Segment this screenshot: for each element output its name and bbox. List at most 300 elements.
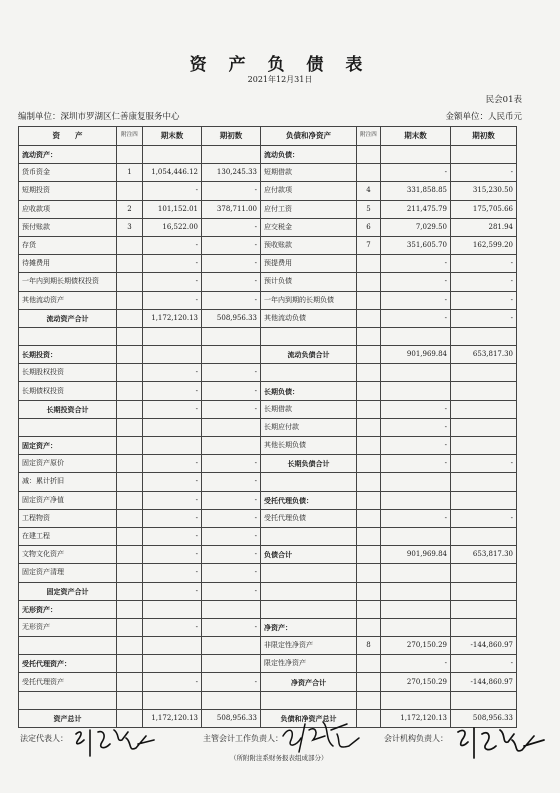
asset-note [117,491,143,509]
asset-begin-balance: - [202,400,261,418]
liability-begin-balance: -144,860.97 [451,637,517,655]
liability-note [357,618,381,636]
asset-item: 固定资产： [19,437,117,455]
asset-note [117,400,143,418]
liability-end-balance [381,582,451,600]
asset-item: 固定资产清理 [19,564,117,582]
liability-note [357,309,381,327]
liability-end-balance [381,600,451,618]
legal-rep-signature [70,722,160,762]
liability-note [357,455,381,473]
liability-end-balance: - [381,437,451,455]
asset-item [19,691,117,709]
liability-item: 长期借款 [261,400,357,418]
liability-item: 预计负债 [261,273,357,291]
liability-end-balance: - [381,255,451,273]
page-title: 资 产 负 债 表 [189,55,371,75]
asset-begin-balance: - [202,382,261,400]
liability-end-balance: - [381,273,451,291]
asset-item: 受托代理资产： [19,655,117,673]
table-row [19,418,517,436]
liability-end-balance [381,564,451,582]
asset-item: 预付账款 [19,218,117,236]
asset-begin-balance: - [202,473,261,491]
asset-end-balance [143,327,202,345]
table-row [19,437,517,455]
table-row [19,509,517,527]
asset-note: 3 [117,218,143,236]
liability-note [357,673,381,691]
liability-begin-balance [451,382,517,400]
liability-begin-balance [451,491,517,509]
accounting-org-head-label: 会计机构负责人： [384,734,448,743]
liability-note [357,473,381,491]
liability-item: 长期应付款 [261,418,357,436]
asset-end-balance [143,437,202,455]
liability-item: 其他长期负债 [261,437,357,455]
liability-begin-balance: 315,230.50 [451,182,517,200]
liability-item: 预收账款 [261,236,357,254]
asset-begin-balance [202,437,261,455]
liability-begin-balance [451,582,517,600]
liability-end-balance: 901,969.84 [381,346,451,364]
liability-item: 受托代理负债 [261,509,357,527]
table-row [19,400,517,418]
liability-note [357,146,381,164]
asset-end-balance [143,655,202,673]
asset-end-balance: - [143,618,202,636]
balance-sheet-table [18,126,517,728]
asset-item: 长期投资： [19,346,117,364]
asset-item: 流动资产： [19,146,117,164]
asset-begin-balance: - [202,455,261,473]
asset-item: 长期投资合计 [19,400,117,418]
table-row [19,255,517,273]
header-end-balance-right: 期末数 [381,127,451,146]
table-row [19,382,517,400]
header-end-balance-left: 期末数 [143,127,202,146]
liability-end-balance [381,618,451,636]
header-begin-balance-right: 期初数 [451,127,517,146]
asset-end-balance: - [143,509,202,527]
asset-begin-balance: 508,956.33 [202,309,261,327]
asset-end-balance: - [143,382,202,400]
liability-note [357,691,381,709]
asset-item: 存货 [19,236,117,254]
asset-end-balance [143,418,202,436]
liability-note [357,655,381,673]
currency-unit: 金额单位：人民币元 [445,112,522,122]
asset-end-balance: - [143,491,202,509]
accounting-head-label: 主管会计工作负责人： [203,734,283,743]
asset-begin-balance: - [202,236,261,254]
liability-note [357,255,381,273]
asset-end-balance [143,637,202,655]
asset-note [117,236,143,254]
liability-begin-balance: 653,817.30 [451,546,517,564]
liability-begin-balance: 653,817.30 [451,346,517,364]
liability-note [357,346,381,364]
asset-begin-balance [202,637,261,655]
liability-begin-balance: 175,705.66 [451,200,517,218]
header-begin-balance-left: 期初数 [202,127,261,146]
asset-end-balance [143,600,202,618]
liability-begin-balance [451,327,517,345]
liability-item [261,691,357,709]
asset-end-balance: - [143,527,202,545]
asset-note [117,255,143,273]
preparing-unit: 编制单位：深圳市罗湖区仁善康复服务中心 [18,112,180,122]
asset-note: 2 [117,200,143,218]
liability-begin-balance: - [451,255,517,273]
table-row [19,673,517,691]
asset-item [19,418,117,436]
liability-begin-balance: - [451,164,517,182]
asset-begin-balance: - [202,564,261,582]
asset-item: 固定资产净值 [19,491,117,509]
liability-end-balance: 7,029.50 [381,218,451,236]
liability-item: 一年内到期的长期负债 [261,291,357,309]
table-row [19,146,517,164]
asset-note: 1 [117,164,143,182]
asset-note [117,327,143,345]
asset-note [117,673,143,691]
asset-item: 固定资产合计 [19,582,117,600]
table-row [19,182,517,200]
asset-end-balance: 101,152.01 [143,200,202,218]
asset-note [117,600,143,618]
table-row [19,291,517,309]
liability-end-balance: 1,172,120.13 [381,709,451,727]
liability-item: 应付工资 [261,200,357,218]
asset-end-balance [143,146,202,164]
asset-item: 文物文化资产 [19,546,117,564]
asset-item: 待摊费用 [19,255,117,273]
liability-note [357,273,381,291]
asset-note [117,273,143,291]
asset-note [117,655,143,673]
asset-end-balance: - [143,455,202,473]
liability-item: 受托代理负债： [261,491,357,509]
asset-note [117,146,143,164]
liability-end-balance: - [381,455,451,473]
asset-item: 一年内到期长期债权投资 [19,273,117,291]
liability-end-balance: - [381,309,451,327]
asset-item [19,327,117,345]
table-row [19,600,517,618]
asset-item: 长期债权投资 [19,382,117,400]
liability-end-balance: - [381,509,451,527]
asset-item: 受托代理资产 [19,673,117,691]
liability-note [357,400,381,418]
asset-item: 短期投资 [19,182,117,200]
asset-item: 无形资产 [19,618,117,636]
asset-end-balance: - [143,564,202,582]
asset-note [117,527,143,545]
liability-begin-balance: 281.94 [451,218,517,236]
liability-begin-balance: - [451,291,517,309]
liability-note [357,491,381,509]
asset-begin-balance [202,146,261,164]
asset-begin-balance: - [202,618,261,636]
liability-end-balance [381,327,451,345]
liability-end-balance [381,527,451,545]
liability-note [357,564,381,582]
liability-item: 长期负债合计 [261,455,357,473]
asset-note [117,382,143,400]
asset-note [117,437,143,455]
liability-note [357,327,381,345]
asset-end-balance: - [143,400,202,418]
asset-end-balance: - [143,364,202,382]
table-row [19,618,517,636]
asset-begin-balance: - [202,527,261,545]
asset-begin-balance: 508,956.33 [202,709,261,727]
table-row [19,346,517,364]
asset-item: 在建工程 [19,527,117,545]
asset-begin-balance [202,691,261,709]
liability-item: 负债和净资产总计 [261,709,357,727]
liability-item [261,564,357,582]
liability-item [261,600,357,618]
asset-end-balance: - [143,182,202,200]
asset-end-balance [143,346,202,364]
liability-end-balance: - [381,164,451,182]
table-row [19,273,517,291]
asset-begin-balance: - [202,491,261,509]
asset-begin-balance [202,655,261,673]
asset-end-balance: - [143,473,202,491]
asset-begin-balance: - [202,273,261,291]
asset-note [117,582,143,600]
asset-begin-balance: - [202,364,261,382]
asset-end-balance: - [143,291,202,309]
asset-item: 长期股权投资 [19,364,117,382]
header-note-right: 附注四 [357,127,381,146]
asset-note [117,364,143,382]
table-row [19,527,517,545]
table-row [19,491,517,509]
liability-begin-balance [451,527,517,545]
liability-begin-balance: - [451,655,517,673]
asset-item: 无形资产： [19,600,117,618]
asset-note [117,418,143,436]
liability-begin-balance: - [451,455,517,473]
liability-begin-balance: - [451,509,517,527]
liability-note: 4 [357,182,381,200]
liability-item: 流动负债： [261,146,357,164]
asset-begin-balance: - [202,509,261,527]
liability-note [357,527,381,545]
asset-begin-balance: - [202,546,261,564]
header-assets: 资 产 [19,127,117,146]
table-row [19,473,517,491]
table-row [19,364,517,382]
liability-item [261,527,357,545]
liability-end-balance: 351,605.70 [381,236,451,254]
asset-begin-balance [202,327,261,345]
liability-begin-balance [451,691,517,709]
table-row [19,691,517,709]
liability-item [261,364,357,382]
accounting-head-signature [275,716,365,758]
liability-end-balance [381,473,451,491]
asset-item: 工程物资 [19,509,117,527]
asset-note [117,455,143,473]
liability-item [261,473,357,491]
table-row [19,327,517,345]
asset-note [117,637,143,655]
liability-end-balance [381,364,451,382]
asset-end-balance: - [143,255,202,273]
liability-item: 预提费用 [261,255,357,273]
asset-end-balance: 1,172,120.13 [143,309,202,327]
liability-end-balance: - [381,418,451,436]
table-header-row [19,127,517,146]
liability-end-balance [381,691,451,709]
liability-note [357,437,381,455]
asset-note [117,346,143,364]
liability-item: 应付款项 [261,182,357,200]
liability-begin-balance: - [451,309,517,327]
form-number: 民会01表 [485,95,522,105]
liability-item: 净资产： [261,618,357,636]
liability-begin-balance [451,364,517,382]
asset-end-balance: 16,522.00 [143,218,202,236]
liability-end-balance: 211,475.79 [381,200,451,218]
asset-end-balance [143,691,202,709]
liability-item: 流动负债合计 [261,346,357,364]
liability-note: 7 [357,236,381,254]
liability-item: 负债合计 [261,546,357,564]
liability-begin-balance [451,400,517,418]
liability-item: 应交税金 [261,218,357,236]
table-row [19,582,517,600]
liability-begin-balance: - [451,273,517,291]
liability-note [357,509,381,527]
asset-note [117,509,143,527]
table-row [19,236,517,254]
asset-note [117,546,143,564]
table-row [19,200,517,218]
liability-end-balance: - [381,655,451,673]
asset-begin-balance: - [202,582,261,600]
asset-begin-balance: 378,711.00 [202,200,261,218]
liability-end-balance [381,491,451,509]
asset-begin-balance [202,346,261,364]
liability-begin-balance: -144,860.97 [451,673,517,691]
liability-item: 其他流动负债 [261,309,357,327]
liability-begin-balance [451,600,517,618]
liability-note [357,582,381,600]
liability-note: 8 [357,637,381,655]
table-row [19,164,517,182]
asset-begin-balance [202,418,261,436]
liability-item [261,327,357,345]
table-row [19,455,517,473]
table-row [19,637,517,655]
table-row [19,218,517,236]
asset-item: 货币资金 [19,164,117,182]
asset-end-balance: - [143,582,202,600]
liability-note [357,546,381,564]
asset-note [117,564,143,582]
asset-begin-balance: - [202,291,261,309]
asset-begin-balance: - [202,673,261,691]
asset-item: 流动资产合计 [19,309,117,327]
asset-begin-balance [202,600,261,618]
liability-end-balance: 901,969.84 [381,546,451,564]
asset-note [117,618,143,636]
liability-end-balance: 331,858.85 [381,182,451,200]
asset-item: 减：累计折旧 [19,473,117,491]
liability-end-balance [381,146,451,164]
liability-note: 5 [357,200,381,218]
table-row [19,564,517,582]
header-note-left: 附注四 [117,127,143,146]
asset-begin-balance: - [202,182,261,200]
liability-note [357,382,381,400]
liability-item: 长期负债： [261,382,357,400]
liability-item: 限定性净资产 [261,655,357,673]
liability-begin-balance [451,437,517,455]
asset-begin-balance: - [202,255,261,273]
asset-end-balance: 1,172,120.13 [143,709,202,727]
asset-item: 其他流动资产 [19,291,117,309]
liability-begin-balance [451,618,517,636]
asset-end-balance: 1,054,446.12 [143,164,202,182]
accounting-org-head-signature [452,722,552,766]
table-body [19,146,517,728]
legal-representative-label: 法定代表人： [20,734,68,743]
table-row [19,546,517,564]
asset-begin-balance: 130,245.33 [202,164,261,182]
liability-begin-balance [451,146,517,164]
liability-begin-balance: 162,599.20 [451,236,517,254]
asset-note [117,473,143,491]
asset-item [19,637,117,655]
liability-end-balance [381,382,451,400]
report-date: 2021年12月31日 [247,75,313,84]
asset-note [117,691,143,709]
asset-end-balance: - [143,673,202,691]
liability-note [357,291,381,309]
footnote: （所附附注系财务报表组成部分） [230,754,328,762]
asset-note [117,309,143,327]
asset-item: 资产总计 [19,709,117,727]
asset-note [117,291,143,309]
liability-begin-balance [451,564,517,582]
liability-end-balance: - [381,291,451,309]
liability-note [357,164,381,182]
asset-end-balance: - [143,273,202,291]
liability-end-balance: - [381,400,451,418]
liability-note [357,364,381,382]
liability-note [357,600,381,618]
asset-end-balance: - [143,236,202,254]
liability-item: 非限定性净资产 [261,637,357,655]
table-row [19,309,517,327]
header-liabilities: 负债和净资产 [261,127,357,146]
table-row [19,655,517,673]
asset-note [117,182,143,200]
liability-item: 短期借款 [261,164,357,182]
liability-item: 净资产合计 [261,673,357,691]
liability-begin-balance: 508,956.33 [451,709,517,727]
asset-item: 应收款项 [19,200,117,218]
liability-note [357,418,381,436]
liability-item [261,582,357,600]
